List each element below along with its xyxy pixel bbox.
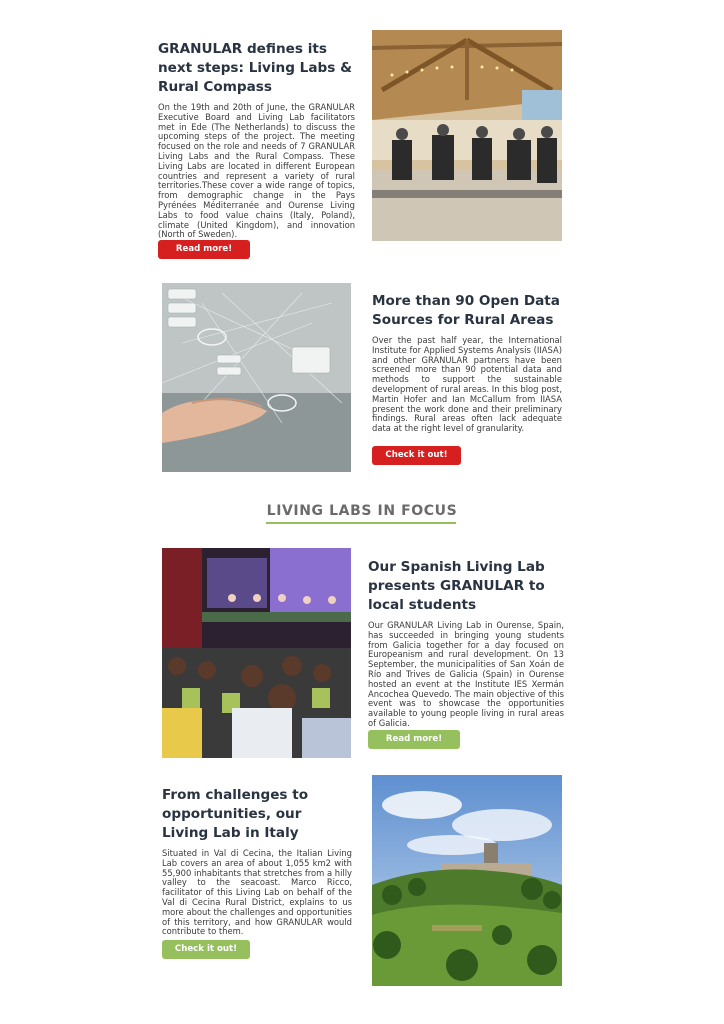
article-body: Situated in Val di Cecina, the Italian Living Lab covers an area of about 1,055 km2 with 55,900 inhabitants that stretches from a hilly valley to the seacoast. Marco Ricco, facilitator of this Living Lab on behalf of the Val di Cecina Rural District, explains to us more about the challenges and opportunities of this territory, and how GRANULAR would contribute to them. — [162, 848, 353, 937]
article-body: Our GRANULAR Living Lab in Ourense, Spain, has succeeded in bringing young students from Galicia together for a day focused on Europeanism and rural development. On 13 September, the municipalities of San Xoán de Río and Trives de Galicia (Spain) in Ourense hosted an event at the Institute IES Xermán Ancochea Quevedo. The main objective of this event was to showcase the opportunities available to young people living in rural areas of Galicia. — [368, 620, 564, 728]
article-title: Our Spanish Living Lab presents GRANULAR to local students — [368, 559, 545, 613]
students-event-photo — [162, 548, 351, 758]
article-1-text — [158, 40, 355, 240]
article-body: On the 19th and 20th of June, the GRANULAR Executive Board and Living Lab facilitators met in Ede (The Netherlands) to discuss the upcoming steps of the project. The meeting focused on the role and needs of 7 GRANULAR Living Labs and the Rural Compass. These Living Labs are located in different European countries and represent a variety of rural territories.These cover a wide range of topics, from demographic change in the Pays Pyrénées Méditerranée and Ourense Living Labs to food value chains (Italy, Poland), climate (United Kingdom), and innovation (North of Sweden). — [158, 102, 355, 240]
article-body: Over the past half year, the International Institute for Applied Systems Analysis (IIASA) and other GRANULAR partners have been screened more than 90 potential data and methods to support the sustainable development of rural areas. In this blog post, Martin Hofer and Ian McCallum from IIASA present the work done and their preliminary findings. Rural areas often lack adequate data at the right level of granularity. — [372, 335, 562, 434]
article-2-text — [372, 292, 562, 434]
tuscan-hill-photo — [372, 775, 562, 986]
article-title: From challenges to opportunities, our Living Lab in Italy — [162, 787, 309, 841]
article-title: More than 90 Open Data Sources for Rural Areas — [372, 293, 560, 328]
read-more-button[interactable]: Read more! — [368, 730, 460, 749]
read-more-button[interactable]: Read more! — [158, 240, 250, 259]
article-title: GRANULAR defines its next steps: Living Labs & Rural Compass — [158, 41, 352, 95]
meeting-room-photo — [372, 30, 562, 241]
section-heading: LIVING LABS IN FOCUS — [266, 503, 458, 519]
section-underline — [266, 522, 456, 524]
article-3-text — [368, 558, 564, 729]
check-it-out-button[interactable]: Check it out! — [162, 940, 250, 959]
data-network-photo — [162, 283, 351, 472]
article-4-text — [162, 786, 352, 937]
check-it-out-button[interactable]: Check it out! — [372, 446, 461, 465]
